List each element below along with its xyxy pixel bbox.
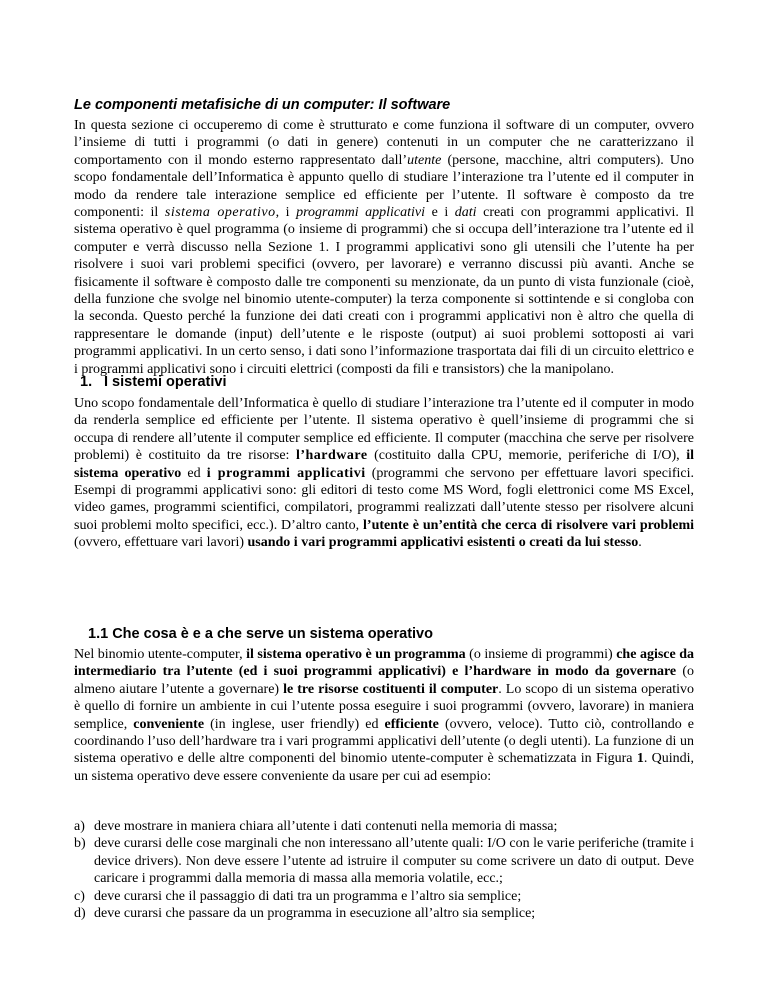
section-1-1-paragraph-block [74,646,694,785]
requirements-list [74,818,694,922]
intro-paragraph: In questa sezione ci occuperemo di come è strutturato e come funziona il software di un computer, ovvero l’insieme di tutti i programmi (o dati in genere) contenuti in un computer che ne caratterizzano il comportamento con il mondo esterno rappresentato dall’utente (persone, macchine, altri computers). Uno scopo fondamentale dell’Informatica è appunto quello di studiare l’interazione tra l’utente ed il computer in modo da rendere tale interazione semplice ed efficiente per l’utente. Il software è composto da tre componenti: il sistema operativo, i programmi applicativi e i dati creati con programmi applicativi. Il sistema operativo è quel programma (o insieme di programmi) che si occupa dell’interazione tra l’utente ed il computer e verrà discusso nella Sezione 1. I programmi applicativi sono gli utensili che l’utente ha per risolvere i suoi vari problemi specifici (ovvero, per lavorare) e verranno discussi più avanti. Anche se fisicamente il software è composto dalle tre componenti su menzionate, da un punto di vista funzionale (cioè, della funzione che svolge nel binomio utente-computer) la terza componente si sottintende e si congloba con la seconda. Questo perché la funzione dei dati creati con i programmi applicativi non è altro che quella di rappresentare le domande (input) dell’utente e le risposte (output) ai suoi problemi sottoposti ai vari programmi applicativi. In un certo senso, i dati sono l’informazione trasportata dai fili di un circuito elettrico e i programmi applicativi sono i circuiti elettrici (composti da fili e transistors) che la manipolano. [74,118,694,377]
section-1-heading-block [80,374,700,390]
section-1-heading: 1. I sistemi operativi [80,374,227,390]
list-block [74,818,694,922]
section-1-1-heading: 1.1 Che cosa è e a che serve un sistema operativo [88,626,433,642]
document-title-block [74,97,694,113]
section-1-paragraph-block [74,395,694,552]
list-item: d) deve curarsi che passare da un programma in esecuzione all’altro sia semplice; [74,906,536,922]
section-1-1-paragraph: Nel binomio utente-computer, il sistema operativo è un programma (o insieme di programmi) che agisce da intermediario tra l’utente (ed i suoi programmi applicativi) e l’hardware in modo da governare (o almeno aiutare l’utente a governare) le tre risorse costituenti il computer. Lo scopo di un sistema operativo è quello di fornire un ambiente in cui l’utente possa eseguire i suoi programmi (ovvero, lavorare) in maniera semplice, conveniente (in inglese, user friendly) ed efficiente (ovvero, veloce). Tutto ciò, controllando e coordinando l’uso dell’hardware tra i vari programmi applicativi dell’utente (o degli utenti). La funzione di un sistema operativo e delle altre componenti del binomio utente-computer è schematizzata in Figura 1. Quindi, un sistema operativo deve essere conveniente da usare per cui ad esempio: [74,647,695,784]
document-title: Le componenti metafisiche di un computer: Il software [74,97,451,113]
section-1-1-heading-block [88,626,708,642]
list-item: c) deve curarsi che il passaggio di dati tra un programma e l’altro sia semplice; [74,888,522,904]
list-item: b) deve curarsi delle cose marginali che non interessano all’utente quali: I/O con le varie periferiche (tramite i device drivers). Non deve essere l’utente ad istruire il computer su come scrivere un dato di output. Deve caricare i programmi dalla memoria di massa alla memoria volatile, ecc.; [74,836,694,887]
intro-paragraph-block [74,117,694,378]
list-item: a) deve mostrare in maniera chiara all’utente i dati contenuti nella memoria di massa; [74,819,558,834]
section-1-paragraph: Uno scopo fondamentale dell’Informatica è quello di studiare l’interazione tra l’utente ed il computer in modo da renderla semplice ed efficiente per l’utente. Il sistema operativo è quell’insieme di programmi che si occupa di rendere all’utente il computer semplice ed efficiente. Il computer (macchina che serve per risolvere problemi) è costituito da tre risorse: l’hardware (costituito dalla CPU, memorie, periferiche di I/O), il sistema operativo ed i programmi applicativi (programmi che servono per effettuare lavori specifici. Esempi di programmi applicativi sono: gli editori di testo come MS Word, fogli elettronici come MS Excel, video games, programmi scientifici, compilatori, programmi realizzati dall’utente stesso per risolvere alcuni suoi problemi molto specifici, ecc.). D’altro canto, l’utente è un’entità che cerca di risolvere vari problemi (ovvero, effettuare vari lavori) usando i vari programmi applicativi esistenti o creati da lui stesso. [74,396,695,551]
